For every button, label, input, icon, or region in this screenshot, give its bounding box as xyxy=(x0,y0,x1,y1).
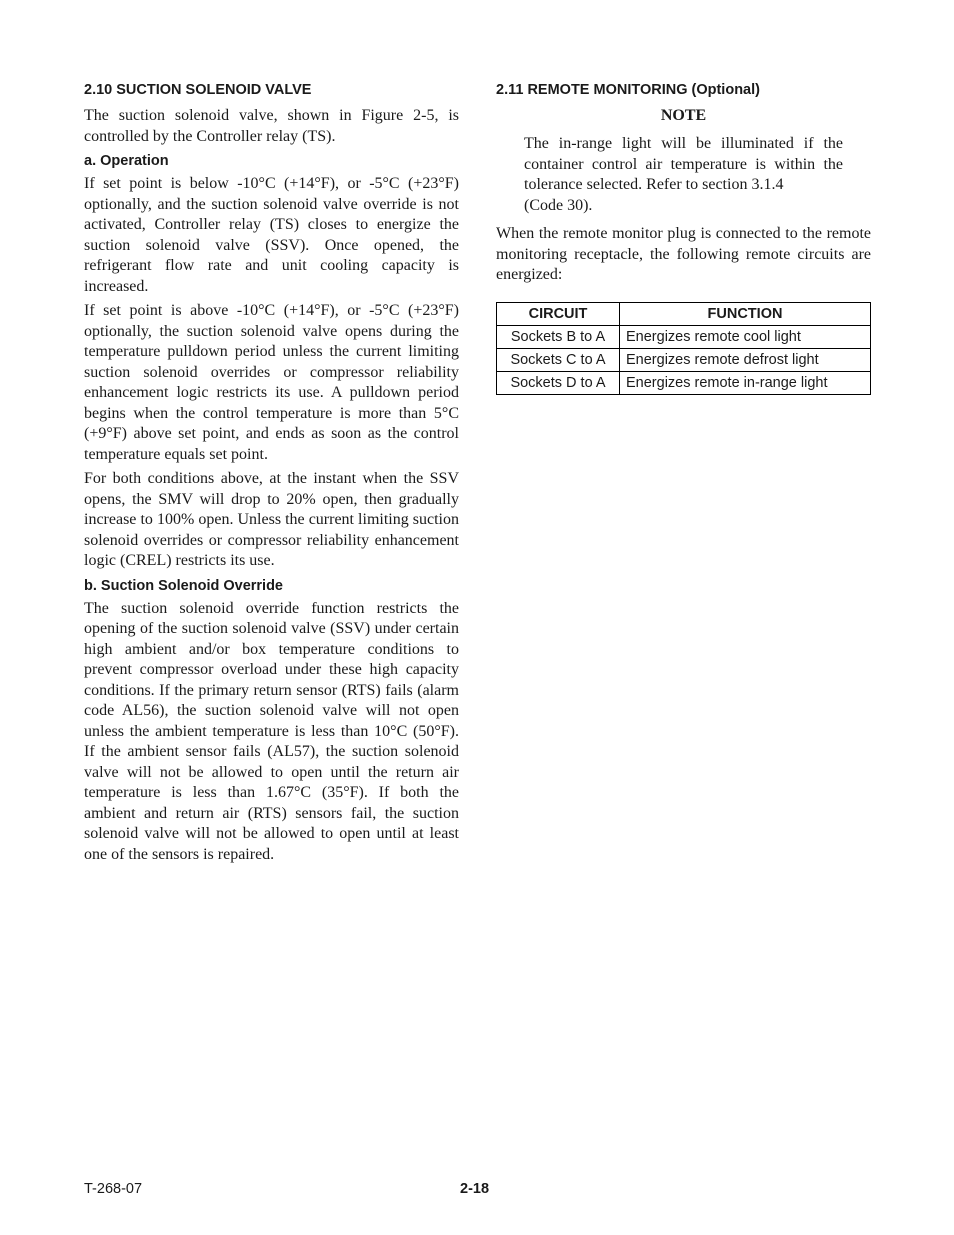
override-paragraph: The suction solenoid override function restricts the opening of the suction solenoid valve (SSV) under certain high ambient and/or box temperature conditions to prevent compressor overload under these high capacity conditions. If the primary return sensor (RTS) fails (alarm code AL56), the suction solenoid valve will not open unless the ambient temperature is less than 10°C (50°F). If the ambient sensor fails (AL57), the suction solenoid valve will not be allowed to open until the return air temperature is less than 1.67°C (35°F). If both the ambient and return air (RTS) sensors fail, the suction solenoid valve will not be allowed to open until at least one of the sensors is repaired. xyxy=(84,599,459,863)
table-header-function: FUNCTION xyxy=(620,302,871,325)
document-id: T-268-07 xyxy=(84,1181,143,1197)
note-title: NOTE xyxy=(660,107,707,124)
right-column xyxy=(496,80,871,395)
subsection-title-override: b. Suction Solenoid Override xyxy=(84,577,283,594)
table-cell-function: Energizes remote cool light xyxy=(620,325,871,348)
note-body xyxy=(524,134,843,216)
table-cell-function: Energizes remote in-range light xyxy=(620,371,871,394)
page-number: 2-18 xyxy=(460,1181,490,1197)
section-title-suction-solenoid: 2.10 SUCTION SOLENOID VALVE xyxy=(84,82,312,98)
subsection-title-operation: a. Operation xyxy=(84,153,169,169)
circuit-function-table xyxy=(496,302,871,395)
intro-paragraph: The suction solenoid valve, shown in Figure 2-5, is controlled by the Controller relay (TS). xyxy=(84,107,459,145)
table-row xyxy=(497,348,871,371)
table-cell-function: Energizes remote defrost light xyxy=(620,348,871,371)
operation-paragraph-1: If set point is below -10°C (+14°F), or -5°C (+23°F) optionally, and the suction solenoid valve override is not activated, Controller relay (TS) closes to energize the suction solenoid valve (SSV). Once opened, the refrigerant flow rate and unit cooling capacity is increased. xyxy=(84,175,459,295)
operation-paragraph-2: If set point is above -10°C (+14°F), or -5°C (+23°F) optionally, the suction solenoid valve opens during the temperature pulldown period unless the current limiting suction solenoid overrides or compressor reliability enhancement logic restricts its use. A pulldown period begins when the control temperature is more than 5°C (+9°F) above set point, and ends as soon as the control temperature equals set point. xyxy=(84,302,459,463)
table-header-circuit: CIRCUIT xyxy=(497,302,620,325)
note-code: (Code 30). xyxy=(524,196,593,214)
table-row xyxy=(497,371,871,394)
note-text: The in-range light will be illuminated if the container control air temperature is within the tolerance selected. Refer to section 3.1.4 xyxy=(524,135,843,193)
table-row xyxy=(497,325,871,348)
table-cell-circuit: Sockets B to A xyxy=(497,325,620,348)
table-header-row xyxy=(497,302,871,325)
operation-paragraph-3: For both conditions above, at the instant when the SSV opens, the SMV will drop to 20% open, then gradually increase to 100% open. Unless the current limiting suction solenoid overrides or compressor reliability enhancement logic (CREL) restricts its use. xyxy=(84,470,459,569)
left-column xyxy=(84,80,459,869)
table-cell-circuit: Sockets C to A xyxy=(497,348,620,371)
table-cell-circuit: Sockets D to A xyxy=(497,371,620,394)
section-title-remote-monitoring: 2.11 REMOTE MONITORING (Optional) xyxy=(496,82,760,98)
remote-monitoring-paragraph: When the remote monitor plug is connected to the remote monitoring receptacle, the following remote circuits are energized: xyxy=(496,225,871,283)
